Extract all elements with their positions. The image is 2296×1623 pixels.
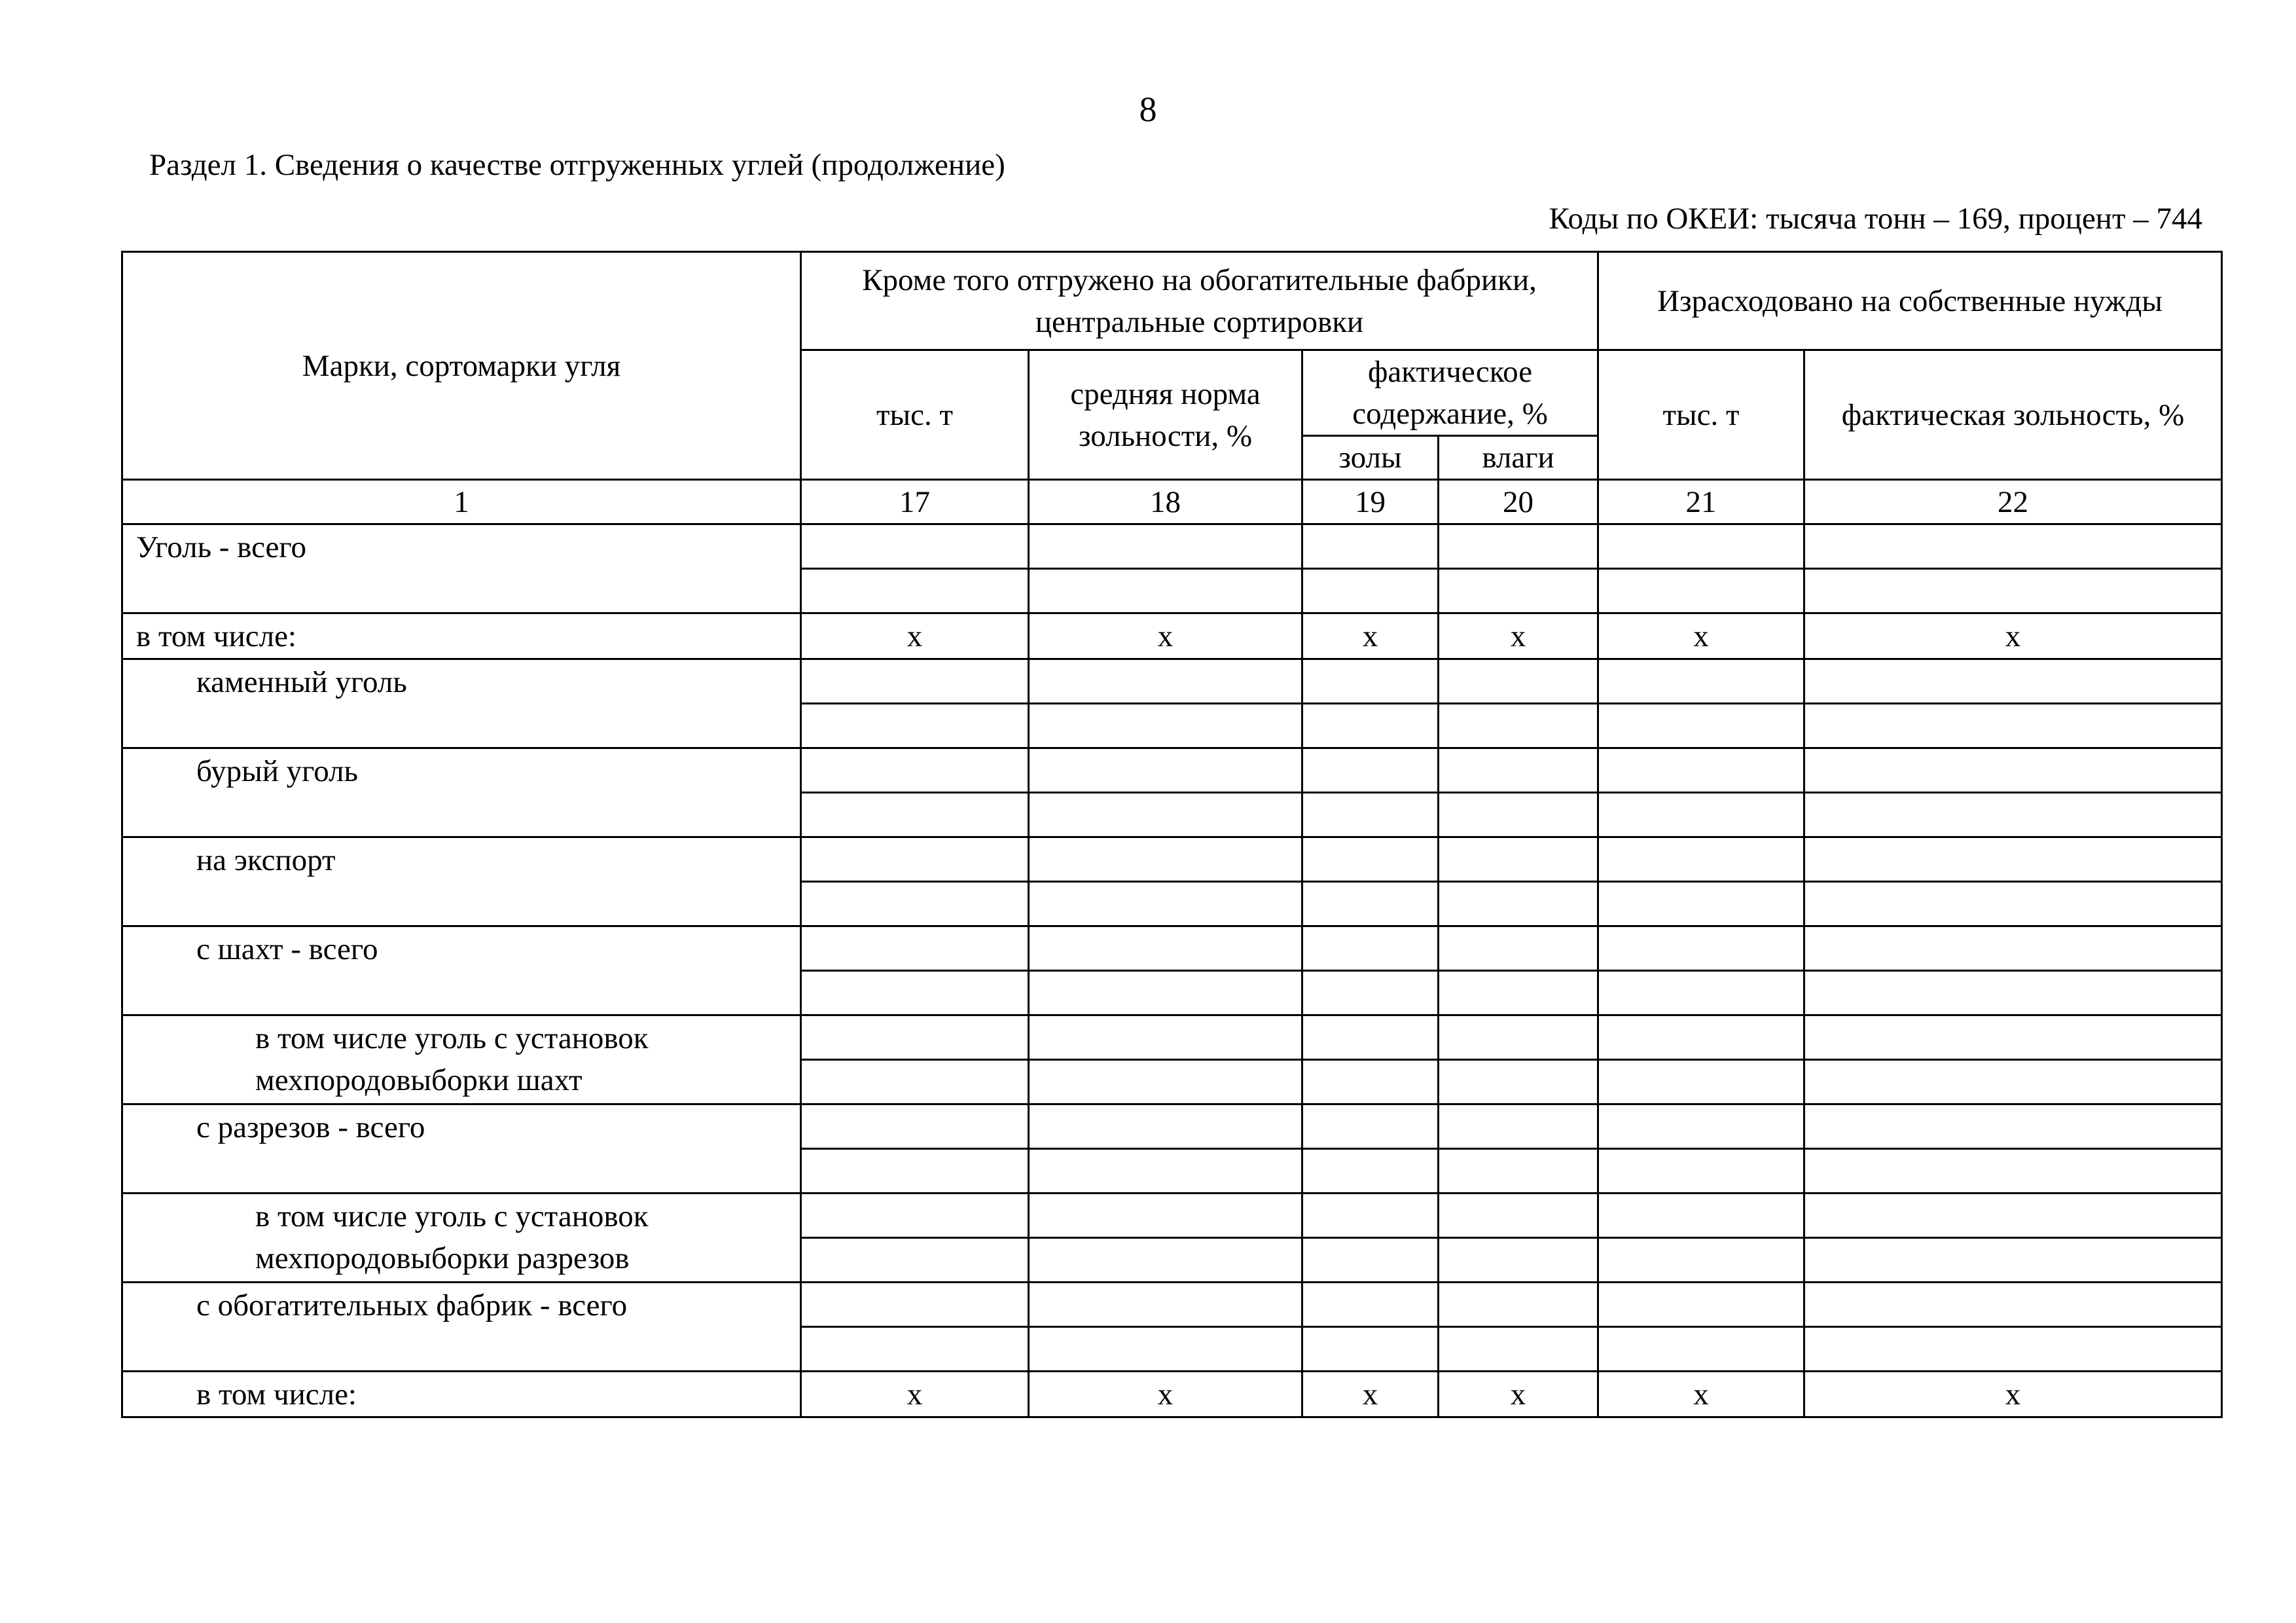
data-cell xyxy=(801,1015,1029,1060)
data-cell xyxy=(1804,1283,2222,1327)
data-cell xyxy=(1598,1149,1804,1194)
data-cell xyxy=(1439,1015,1598,1060)
data-cell xyxy=(801,1327,1029,1372)
row-label-including: в том числе: xyxy=(122,613,801,659)
data-cell xyxy=(1302,1194,1439,1238)
row-label-mines-sorting xyxy=(122,1015,801,1104)
data-cell xyxy=(1804,1238,2222,1283)
data-cell xyxy=(1598,1238,1804,1283)
data-cell xyxy=(1439,1060,1598,1104)
okei-codes: Коды по ОКЕИ: тысяча тонн – 169, процент – 744 xyxy=(1549,202,2202,236)
data-cell xyxy=(1302,1104,1439,1149)
data-cell xyxy=(1029,1015,1302,1060)
table-row xyxy=(122,1372,2222,1417)
data-cell xyxy=(801,524,1029,569)
page-number: 8 xyxy=(1139,90,1157,129)
data-cell xyxy=(1804,882,2222,926)
table-row xyxy=(122,524,2222,569)
data-cell xyxy=(801,659,1029,704)
data-cell xyxy=(801,569,1029,613)
data-cell xyxy=(801,837,1029,882)
row-label-text: каменный уголь xyxy=(196,665,407,699)
data-cell xyxy=(801,882,1029,926)
data-cell xyxy=(1029,1149,1302,1194)
data-cell xyxy=(1029,1283,1302,1327)
data-cell xyxy=(1804,1327,2222,1372)
data-cell xyxy=(1302,748,1439,793)
data-cell xyxy=(1439,704,1598,748)
data-cell xyxy=(1439,971,1598,1015)
x-mark: x xyxy=(1804,613,2222,659)
header-actual-content: фактическое содержание, % xyxy=(1302,350,1598,436)
data-cell xyxy=(801,748,1029,793)
column-numbers-row xyxy=(122,480,2222,524)
table-row xyxy=(122,659,2222,704)
data-cell xyxy=(1302,1149,1439,1194)
data-cell xyxy=(1598,1060,1804,1104)
data-cell xyxy=(1302,1015,1439,1060)
data-cell xyxy=(1029,748,1302,793)
x-mark: x xyxy=(1029,1372,1302,1417)
row-label-plants-total xyxy=(122,1283,801,1372)
table-row xyxy=(122,1104,2222,1149)
header-thousand-t: тыс. т xyxy=(801,350,1029,480)
table-row xyxy=(122,1283,2222,1327)
data-cell xyxy=(801,1104,1029,1149)
x-mark: x xyxy=(1029,613,1302,659)
data-cell xyxy=(1598,748,1804,793)
data-cell xyxy=(1804,837,2222,882)
data-cell xyxy=(1598,524,1804,569)
table-row xyxy=(122,1015,2222,1060)
data-cell xyxy=(1598,1327,1804,1372)
data-cell xyxy=(1439,659,1598,704)
data-cell xyxy=(1598,1194,1804,1238)
column-number: 1 xyxy=(122,480,801,524)
data-cell xyxy=(1598,704,1804,748)
data-cell xyxy=(1029,659,1302,704)
x-mark: x xyxy=(801,613,1029,659)
data-cell xyxy=(801,1060,1029,1104)
row-label-text: в том числе уголь с установок мехпородовыборки шахт xyxy=(255,1021,649,1097)
data-cell xyxy=(1302,704,1439,748)
data-cell xyxy=(1029,1327,1302,1372)
data-cell xyxy=(1439,748,1598,793)
table-row xyxy=(122,748,2222,793)
data-cell xyxy=(1439,569,1598,613)
row-label-pits-total xyxy=(122,1104,801,1194)
x-mark: x xyxy=(1598,1372,1804,1417)
data-cell xyxy=(1439,1283,1598,1327)
data-cell xyxy=(1302,1060,1439,1104)
data-cell xyxy=(1302,793,1439,837)
data-cell xyxy=(1439,1327,1598,1372)
data-cell xyxy=(1439,524,1598,569)
row-label-text: в том числе уголь с установок мехпородовыборки разрезов xyxy=(255,1199,649,1275)
data-cell xyxy=(801,704,1029,748)
data-cell xyxy=(1804,1060,2222,1104)
data-cell xyxy=(801,1149,1029,1194)
data-cell xyxy=(1598,569,1804,613)
header-consumed-group: Израсходовано на собственные нужды xyxy=(1598,252,2222,350)
data-cell xyxy=(1598,837,1804,882)
data-cell xyxy=(1804,704,2222,748)
data-cell xyxy=(1804,1015,2222,1060)
data-cell xyxy=(1439,1238,1598,1283)
row-label-text: с обогатительных фабрик - всего xyxy=(196,1288,628,1322)
data-cell xyxy=(1302,659,1439,704)
data-cell xyxy=(801,1194,1029,1238)
header-marks: Марки, сортомарки угля xyxy=(122,252,801,480)
header-avg-ash-norm: средняя норма зольности, % xyxy=(1029,350,1302,480)
data-cell xyxy=(1029,793,1302,837)
data-cell xyxy=(1598,882,1804,926)
data-cell xyxy=(1029,1060,1302,1104)
row-label-text: в том числе: xyxy=(196,1377,357,1412)
column-number: 18 xyxy=(1029,480,1302,524)
row-label-export xyxy=(122,837,801,926)
data-cell xyxy=(1302,569,1439,613)
data-cell xyxy=(801,926,1029,971)
data-cell xyxy=(1029,704,1302,748)
data-cell xyxy=(1804,524,2222,569)
data-cell xyxy=(1029,1238,1302,1283)
data-cell xyxy=(1302,837,1439,882)
data-cell xyxy=(1804,569,2222,613)
data-cell xyxy=(1439,1104,1598,1149)
x-mark: x xyxy=(1598,613,1804,659)
table-row xyxy=(122,1194,2222,1238)
header-thousand-t-2: тыс. т xyxy=(1598,350,1804,480)
data-cell xyxy=(801,1283,1029,1327)
data-cell xyxy=(1804,1194,2222,1238)
data-cell xyxy=(1029,882,1302,926)
data-cell xyxy=(1029,524,1302,569)
data-cell xyxy=(1804,748,2222,793)
section-title: Раздел 1. Сведения о качестве отгруженных углей (продолжение) xyxy=(149,148,1005,182)
data-cell xyxy=(1439,882,1598,926)
data-cell xyxy=(1302,926,1439,971)
row-label-text: бурый уголь xyxy=(196,754,358,788)
x-mark: x xyxy=(1302,1372,1439,1417)
data-cell xyxy=(801,971,1029,1015)
data-cell xyxy=(1804,971,2222,1015)
row-label-pits-sorting xyxy=(122,1194,801,1283)
data-cell xyxy=(1804,926,2222,971)
data-cell xyxy=(801,793,1029,837)
row-label-text: с разрезов - всего xyxy=(196,1110,425,1144)
column-number: 17 xyxy=(801,480,1029,524)
row-label-hard-coal xyxy=(122,659,801,748)
data-cell xyxy=(1439,837,1598,882)
data-cell xyxy=(1439,926,1598,971)
data-cell xyxy=(1598,793,1804,837)
row-label-including-2 xyxy=(122,1372,801,1417)
data-cell xyxy=(1029,837,1302,882)
data-cell xyxy=(1598,659,1804,704)
data-cell xyxy=(1804,659,2222,704)
data-cell xyxy=(1598,971,1804,1015)
column-number: 22 xyxy=(1804,480,2222,524)
x-mark: x xyxy=(1302,613,1439,659)
data-cell xyxy=(1302,1283,1439,1327)
table-row xyxy=(122,926,2222,971)
data-cell xyxy=(1439,1194,1598,1238)
header-actual-ash: фактическая зольность, % xyxy=(1804,350,2222,480)
data-cell xyxy=(1302,971,1439,1015)
data-cell xyxy=(1598,1283,1804,1327)
column-number: 21 xyxy=(1598,480,1804,524)
header-moisture: влаги xyxy=(1439,436,1598,480)
data-cell xyxy=(1804,1104,2222,1149)
row-label-mines-total xyxy=(122,926,801,1015)
row-label-text: с шахт - всего xyxy=(196,932,378,966)
data-cell xyxy=(1302,1238,1439,1283)
data-cell xyxy=(1439,793,1598,837)
header-ash: золы xyxy=(1302,436,1439,480)
table-row xyxy=(122,837,2222,882)
data-cell xyxy=(1029,971,1302,1015)
data-cell xyxy=(1598,1104,1804,1149)
data-cell xyxy=(1598,926,1804,971)
data-cell xyxy=(1804,793,2222,837)
data-cell xyxy=(1302,882,1439,926)
table-row xyxy=(122,613,2222,659)
row-label-brown-coal xyxy=(122,748,801,837)
coal-quality-table xyxy=(121,251,2223,1418)
column-number: 20 xyxy=(1439,480,1598,524)
data-cell xyxy=(1302,1327,1439,1372)
row-label-text: на экспорт xyxy=(196,843,336,877)
column-number: 19 xyxy=(1302,480,1439,524)
data-cell xyxy=(801,1238,1029,1283)
row-label-total: Уголь - всего xyxy=(122,524,801,613)
data-cell xyxy=(1804,1149,2222,1194)
data-cell xyxy=(1439,1149,1598,1194)
data-cell xyxy=(1029,569,1302,613)
x-mark: x xyxy=(1439,613,1598,659)
header-shipped-group: Кроме того отгружено на обогатительные фабрики, центральные сортировки xyxy=(801,252,1598,350)
data-cell xyxy=(1598,1015,1804,1060)
data-cell xyxy=(1029,926,1302,971)
data-cell xyxy=(1029,1104,1302,1149)
data-cell xyxy=(1029,1194,1302,1238)
x-mark: x xyxy=(801,1372,1029,1417)
x-mark: x xyxy=(1439,1372,1598,1417)
x-mark: x xyxy=(1804,1372,2222,1417)
data-cell xyxy=(1302,524,1439,569)
